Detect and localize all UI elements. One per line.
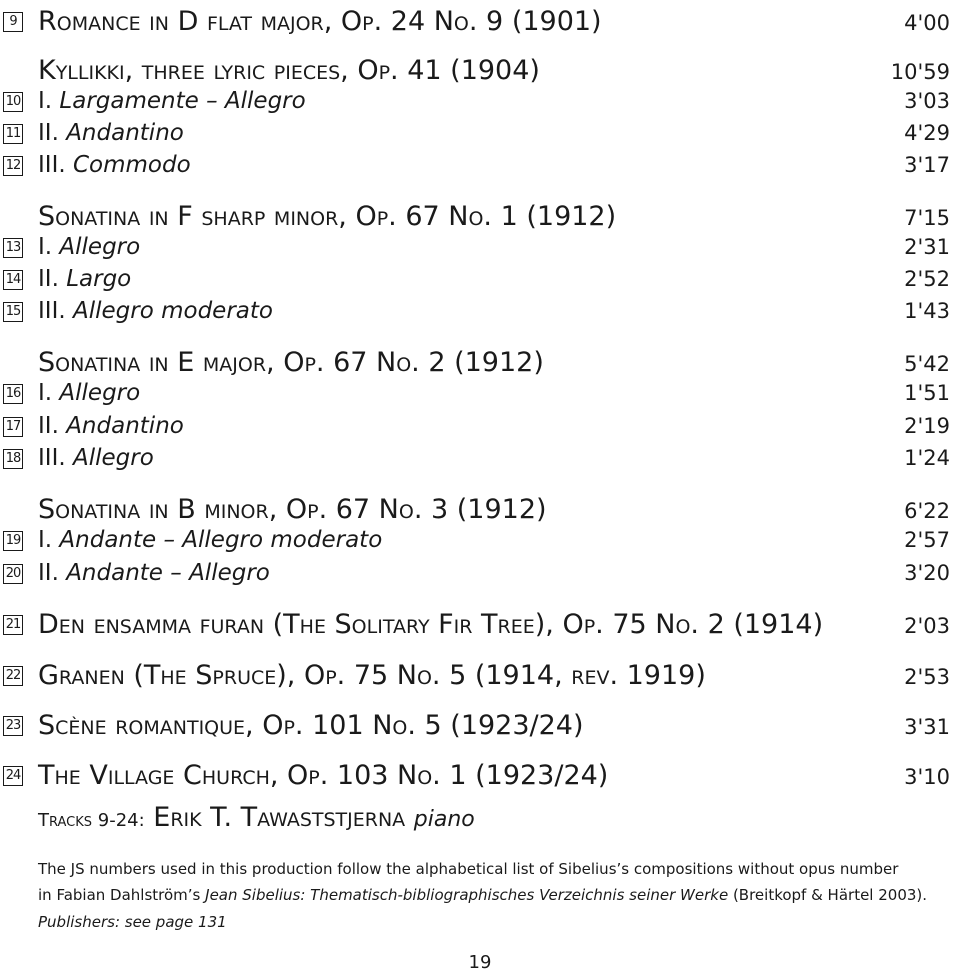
duration: 3'17: [904, 153, 950, 177]
entry-title-group: [38, 120, 184, 146]
duration: 2'52: [904, 267, 950, 291]
duration: 2'57: [904, 528, 950, 552]
movement-numeral: II.: [38, 560, 59, 586]
work-entry: [0, 494, 960, 528]
movement-entry: [0, 380, 960, 414]
movement-line: [38, 560, 950, 586]
duration: 2'31: [904, 235, 950, 259]
duration: 4'00: [904, 11, 950, 35]
track-number-box: 18: [3, 449, 23, 469]
entry-title-group: [38, 152, 191, 178]
work-title: Kyllikki, three lyric pieces, Op. 41 (1904): [38, 55, 540, 86]
work-entry: [0, 609, 960, 643]
track-number-box: 12: [3, 156, 23, 176]
entry-title-group: [38, 527, 382, 553]
entry-title-group: [38, 413, 184, 439]
work-entry: [0, 660, 960, 694]
movement-line: [38, 266, 950, 292]
work-line: [38, 347, 950, 378]
page-number: 19: [468, 952, 492, 973]
track-number-box: 23: [3, 716, 23, 736]
movement-line: [38, 445, 950, 471]
movement-numeral: II.: [38, 120, 59, 146]
note-line-2-start: in Fabian Dahlström’s: [38, 886, 206, 904]
movement-line: [38, 88, 950, 114]
entry-title-group: [38, 660, 706, 691]
movement-numeral: III.: [38, 152, 66, 178]
movement-numeral: III.: [38, 445, 66, 471]
entry-title-group: [38, 234, 140, 260]
entry-title-group: [38, 760, 608, 791]
movement-line: [38, 298, 950, 324]
movement-entry: [0, 266, 960, 300]
entry-title-group: [38, 445, 154, 471]
entry-title-group: [38, 298, 273, 324]
work-title: The Village Church, Op. 103 No. 1 (1923/24): [38, 760, 609, 791]
movement-title: Allegro: [59, 234, 141, 260]
duration: 4'29: [904, 121, 950, 145]
entry-title-group: [38, 380, 140, 406]
performer-label: Tracks 9-24:: [38, 810, 145, 831]
movement-entry: [0, 152, 960, 186]
work-entry: [0, 6, 960, 40]
duration: 1'43: [904, 299, 950, 323]
entry-title-group: [38, 55, 540, 86]
movement-numeral: I.: [38, 527, 53, 553]
work-title: Granen (The Spruce), Op. 75 No. 5 (1914, rev. 1919): [38, 660, 706, 691]
duration: 3'20: [904, 561, 950, 585]
track-number-box: 24: [3, 766, 23, 786]
duration: 2'53: [904, 665, 950, 689]
movement-numeral: II.: [38, 266, 59, 292]
duration: 1'51: [904, 381, 950, 405]
movement-entry: [0, 88, 960, 122]
catalogue-note: [38, 856, 938, 908]
movement-line: [38, 120, 950, 146]
work-entry: [0, 760, 960, 794]
work-title: Romance in D flat major, Op. 24 No. 9 (1901): [38, 6, 602, 37]
duration: 3'31: [904, 715, 950, 739]
publishers-note: Publishers: see page 131: [38, 913, 227, 931]
work-entry: [0, 201, 960, 235]
movement-entry: [0, 234, 960, 268]
track-number-box: 19: [3, 531, 23, 551]
movement-entry: [0, 298, 960, 332]
work-line: [38, 201, 950, 232]
movement-title: Allegro: [59, 380, 141, 406]
work-entry: [0, 347, 960, 381]
entry-title-group: [38, 710, 584, 741]
work-title: Den ensamma furan (The Solitary Fir Tree), Op. 75 No. 2 (1914): [38, 609, 824, 640]
duration: 3'10: [904, 765, 950, 789]
movement-entry: [0, 120, 960, 154]
movement-line: [38, 380, 950, 406]
entry-title-group: [38, 609, 823, 640]
work-title: Scène romantique, Op. 101 No. 5 (1923/24): [38, 710, 584, 741]
work-title: Sonatina in E major, Op. 67 No. 2 (1912): [38, 347, 544, 378]
entry-title-group: [38, 88, 306, 114]
movement-numeral: I.: [38, 88, 53, 114]
movement-line: [38, 152, 950, 178]
entry-title-group: [38, 560, 270, 586]
work-line: [38, 55, 950, 86]
track-number-box: 21: [3, 615, 23, 635]
movement-title: Andantino: [66, 413, 184, 439]
track-number-box: 20: [3, 564, 23, 584]
movement-entry: [0, 445, 960, 479]
entry-title-group: [38, 6, 602, 37]
work-line: [38, 660, 950, 691]
performer-instrument: piano: [413, 807, 475, 832]
movement-entry: [0, 560, 960, 594]
movement-title: Allegro: [72, 445, 154, 471]
track-number-box: 16: [3, 384, 23, 404]
movement-numeral: III.: [38, 298, 66, 324]
performer-credit: [38, 802, 475, 833]
movement-entry: [0, 527, 960, 561]
duration: 1'24: [904, 446, 950, 470]
duration: 2'19: [904, 414, 950, 438]
work-line: [38, 760, 950, 791]
work-entry: [0, 710, 960, 744]
track-number-box: 9: [3, 12, 23, 32]
track-number-box: 11: [3, 124, 23, 144]
entry-title-group: [38, 347, 544, 378]
track-number-box: 13: [3, 238, 23, 258]
work-entry: [0, 55, 960, 89]
duration: 7'15: [904, 206, 950, 230]
entry-title-group: [38, 266, 131, 292]
note-book-title: Jean Sibelius: Thematisch-bibliographisches Verzeichnis seiner Werke: [205, 886, 729, 904]
movement-numeral: I.: [38, 380, 53, 406]
movement-title: Andante – Allegro: [66, 560, 270, 586]
work-line: [38, 6, 950, 37]
work-line: [38, 494, 950, 525]
work-line: [38, 609, 950, 640]
note-line-1: The JS numbers used in this production follow the alphabetical list of Sibelius’s compositions without opus number: [38, 860, 899, 878]
work-line: [38, 710, 950, 741]
movement-numeral: I.: [38, 234, 53, 260]
duration: 6'22: [904, 499, 950, 523]
track-number-box: 17: [3, 417, 23, 437]
movement-title: Largamente – Allegro: [59, 88, 306, 114]
performer-name: Erik T. Tawaststjerna: [153, 802, 406, 833]
work-title: Sonatina in F sharp minor, Op. 67 No. 1 (1912): [38, 201, 617, 232]
movement-numeral: II.: [38, 413, 59, 439]
work-title: Sonatina in B minor, Op. 67 No. 3 (1912): [38, 494, 547, 525]
entry-title-group: [38, 494, 547, 525]
movement-title: Andante – Allegro moderato: [59, 527, 383, 553]
movement-title: Commodo: [72, 152, 191, 178]
movement-line: [38, 527, 950, 553]
movement-line: [38, 234, 950, 260]
track-number-box: 10: [3, 92, 23, 112]
movement-entry: [0, 413, 960, 447]
movement-title: Allegro moderato: [72, 298, 273, 324]
note-line-2: [38, 882, 938, 908]
duration: 2'03: [904, 614, 950, 638]
duration: 10'59: [890, 60, 950, 84]
track-number-box: 22: [3, 666, 23, 686]
note-line-2-end: (Breitkopf & Härtel 2003).: [728, 886, 928, 904]
track-number-box: 14: [3, 270, 23, 290]
entry-title-group: [38, 201, 616, 232]
duration: 5'42: [904, 352, 950, 376]
track-number-box: 15: [3, 302, 23, 322]
movement-title: Andantino: [66, 120, 184, 146]
movement-title: Largo: [66, 266, 132, 292]
duration: 3'03: [904, 89, 950, 113]
movement-line: [38, 413, 950, 439]
